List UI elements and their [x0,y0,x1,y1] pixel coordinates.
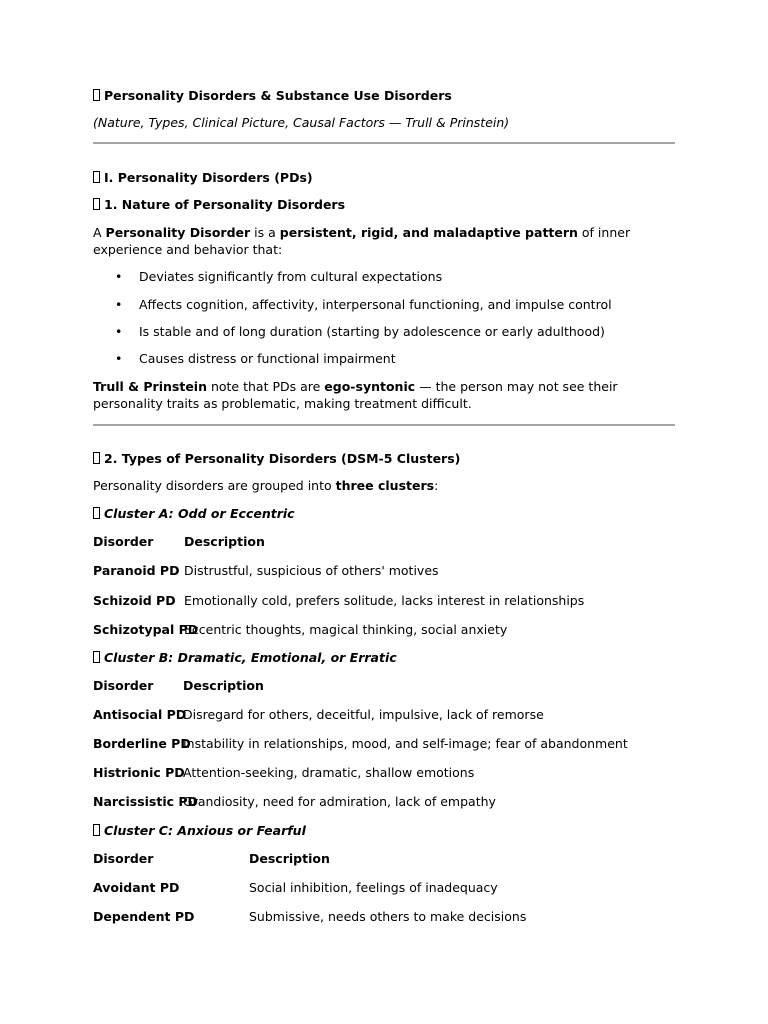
grouped-paragraph: Personality disorders are grouped into three clusters: [93,478,439,493]
table-row: Histrionic PDAttention-seeking, dramatic, shallow emotions [93,765,475,780]
cluster-heading: Cluster B: Dramatic, Emotional, or Erratic [93,650,397,666]
table-header: Disorder Description [93,678,264,693]
divider [93,142,675,144]
list-item: • Causes distress or functional impairment [115,351,396,366]
subsection-heading: 1. Nature of Personality Disorders [93,197,345,213]
table-header: Disorder Description [93,851,330,866]
missing-glyph-icon [93,89,100,101]
intro-paragraph: A Personality Disorder is a persistent, rigid, and maladaptive pattern of inner experience and behavior that: [93,225,631,257]
missing-glyph-icon [93,171,100,183]
table-row: Avoidant PD Social inhibition, feelings of inadequacy [93,880,498,895]
missing-glyph-icon [93,824,100,836]
table-row: Paranoid PD Distrustful, suspicious of others' motives [93,563,439,578]
table-row: Schizotypal PDEccentric thoughts, magical thinking, social anxiety [93,622,508,637]
doc-subtitle: (Nature, Types, Clinical Picture, Causal Factors — Trull & Prinstein) [93,115,510,130]
divider [93,424,675,426]
note-paragraph: Trull & Prinstein note that PDs are ego-syntonic — the person may not see their personality traits as problematic, making treatment difficult. [93,379,618,411]
list-item: • Affects cognition, affectivity, interpersonal functioning, and impulse control [115,297,612,312]
cluster-heading: Cluster C: Anxious or Fearful [93,823,306,839]
table-header: Disorder Description [93,534,265,549]
missing-glyph-icon [93,507,100,519]
missing-glyph-icon [93,651,100,663]
missing-glyph-icon [93,452,100,464]
missing-glyph-icon [93,198,100,210]
table-row: Antisocial PDDisregard for others, deceitful, impulsive, lack of remorse [93,707,544,722]
table-row: Borderline PDInstability in relationships, mood, and self-image; fear of abandonment [93,736,628,751]
table-row: Schizoid PD Emotionally cold, prefers solitude, lacks interest in relationships [93,593,585,608]
list-item: • Is stable and of long duration (starting by adolescence or early adulthood) [115,324,605,339]
table-row: Narcissistic PDGrandiosity, need for admiration, lack of empathy [93,794,496,809]
list-item: • Deviates significantly from cultural expectations [115,269,443,284]
doc-title: Personality Disorders & Substance Use Disorders [93,88,452,104]
table-row: Dependent PD Submissive, needs others to make decisions [93,909,527,924]
subsection-heading: 2. Types of Personality Disorders (DSM-5 Clusters) [93,451,460,467]
section-heading: I. Personality Disorders (PDs) [93,170,313,186]
cluster-heading: Cluster A: Odd or Eccentric [93,506,295,522]
